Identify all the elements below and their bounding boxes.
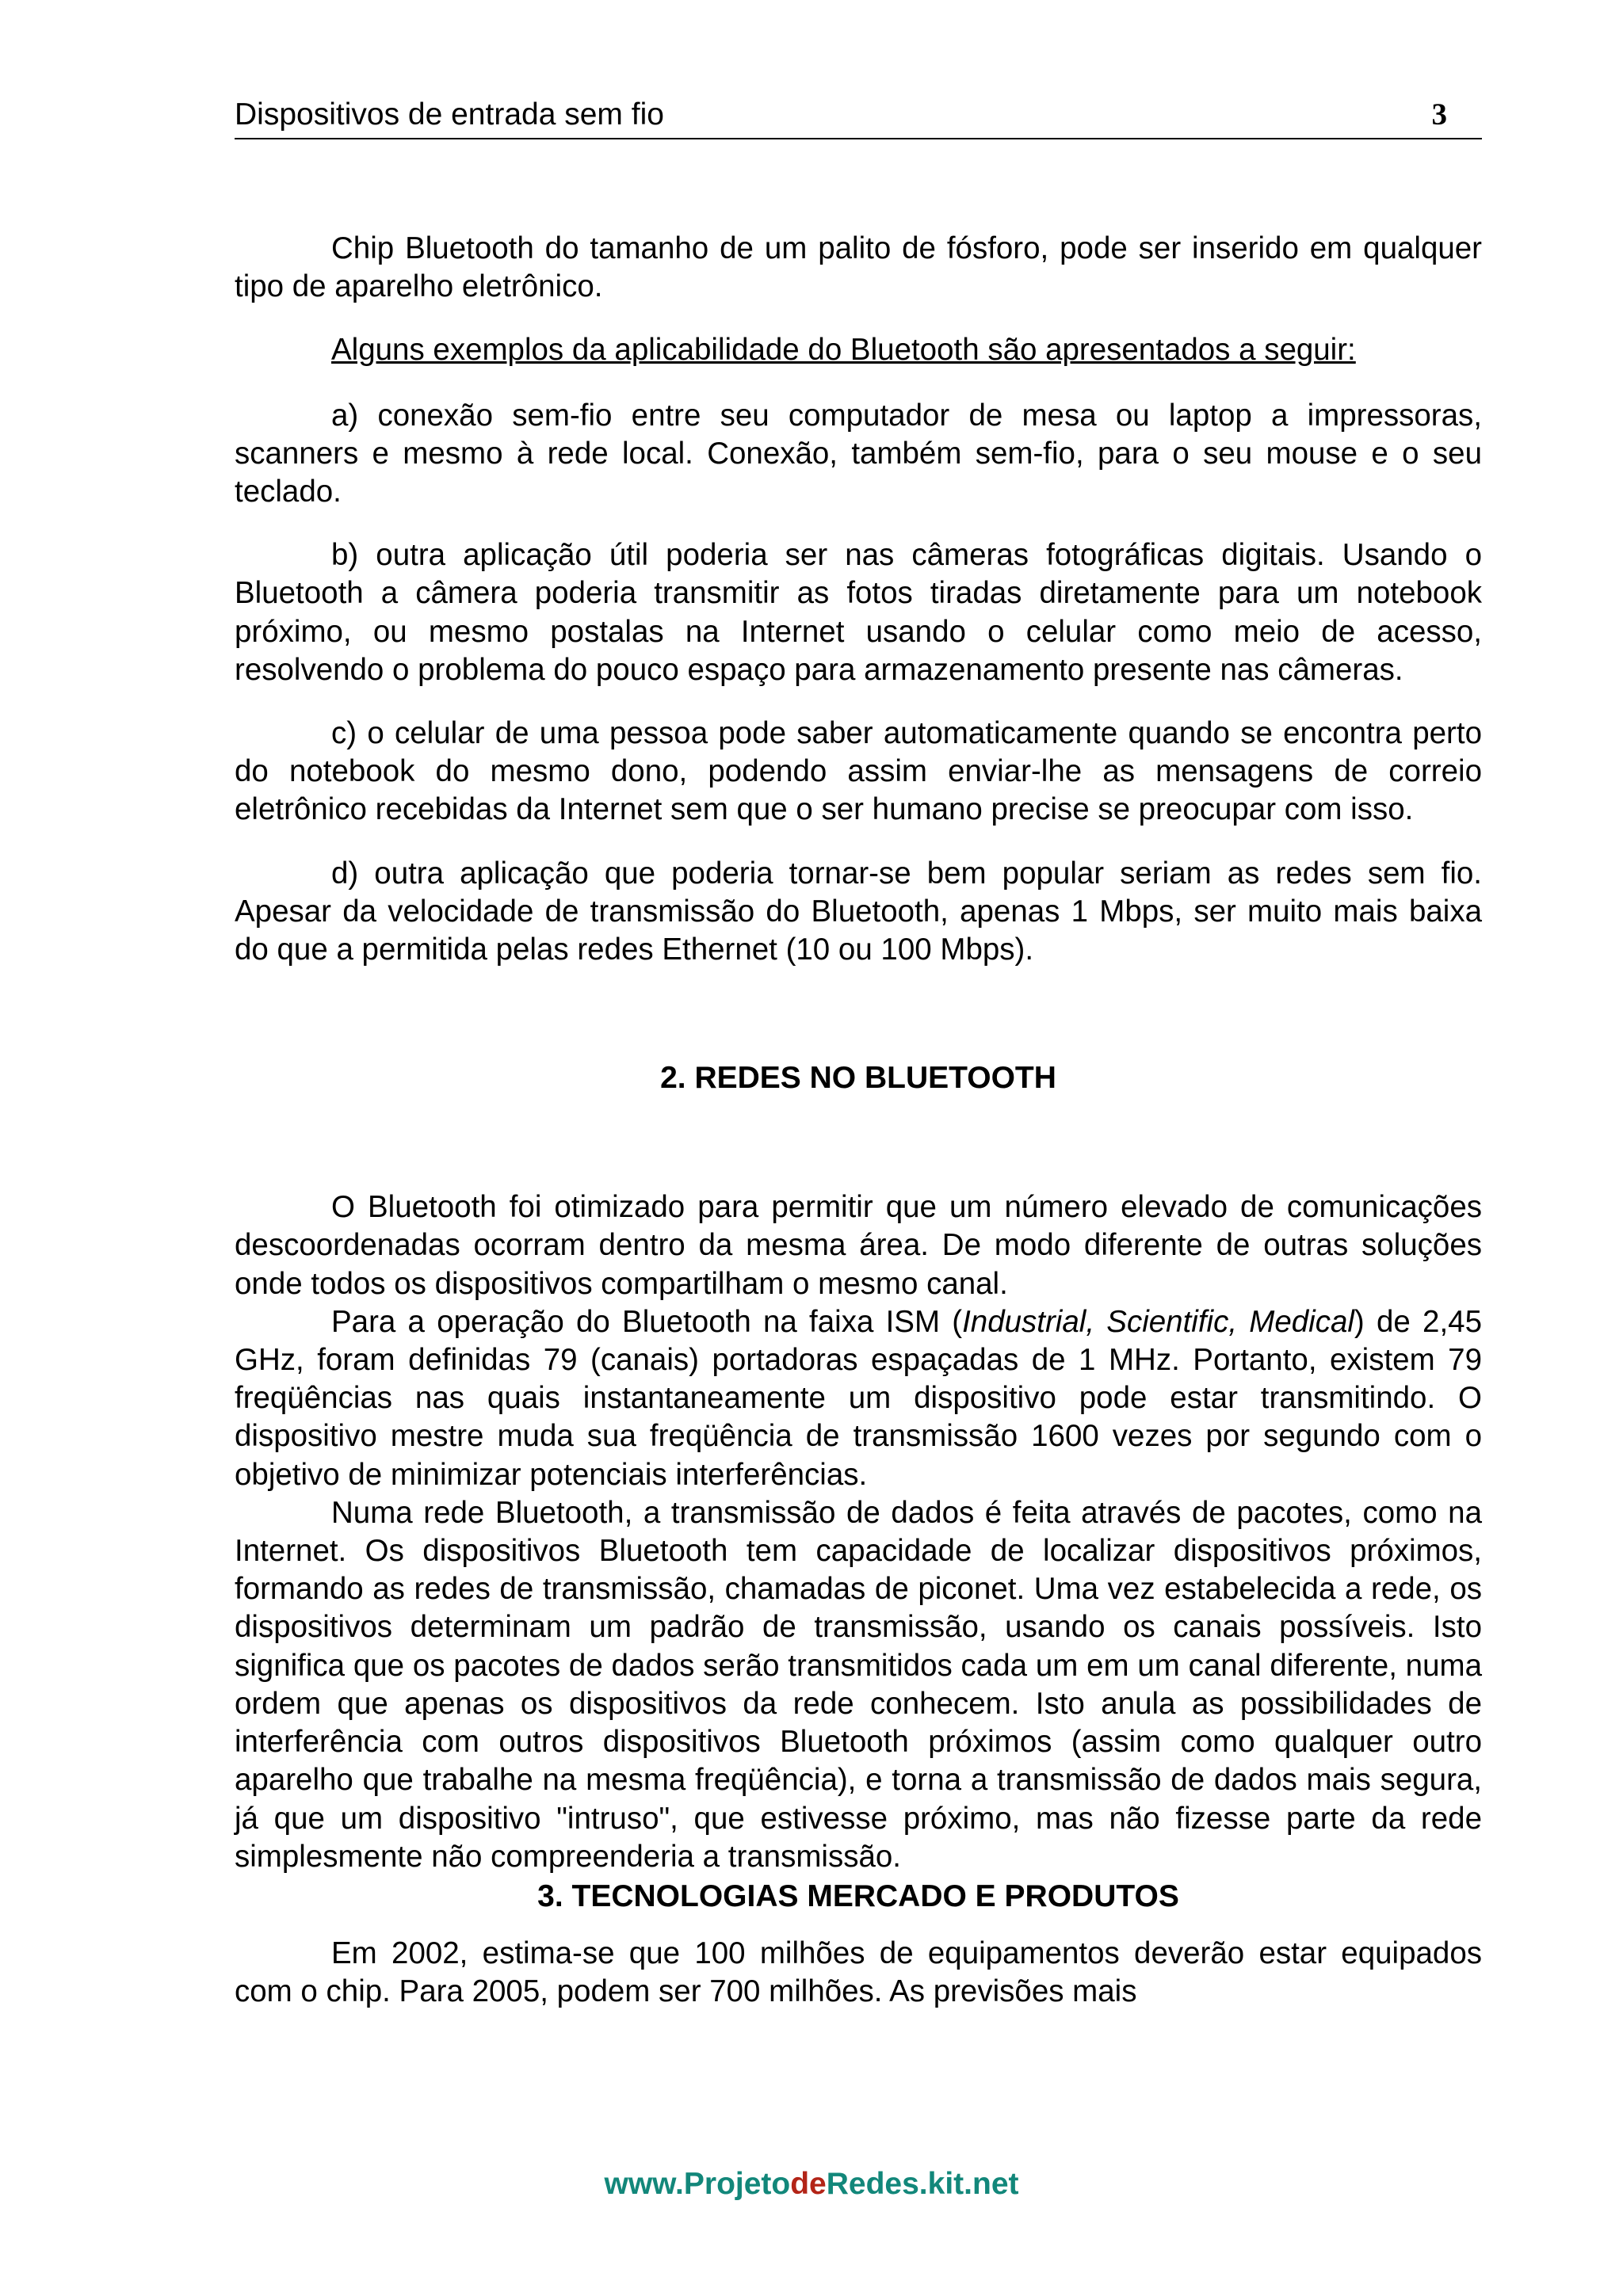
list-item-a: a) conexão sem-fio entre seu computador de mesa ou laptop a impressoras, scanners e mesmo à rede local. Conexão, também sem-fio, para o seu mouse e o seu teclado.	[235, 398, 1482, 509]
section-heading-tecnologias: 3. TECNOLOGIAS MERCADO E PRODUTOS	[537, 1878, 1179, 1913]
list-item-d: d) outra aplicação que poderia tornar-se bem popular seriam as redes sem fio. Apesar da velocidade de transmissão do Bluetooth, apenas 1 Mbps, ser muito mais baixa do que a permitida pelas redes Ethernet (10 ou 100 Mbps).	[235, 856, 1482, 967]
section-heading-redes: 2. REDES NO BLUETOOTH	[660, 1061, 1056, 1096]
examples-intro	[235, 331, 1482, 369]
list-item-c: c) o celular de uma pessoa pode saber automaticamente quando se encontra perto do notebook do mesmo dono, podendo assim enviar-lhe as mensagens de correio eletrônico recebidas da Internet sem que o ser humano precise se preocupar com isso.	[235, 716, 1482, 827]
header-title: Dispositivos de entrada sem fio	[235, 97, 664, 132]
paragraph: Numa rede Bluetooth, a transmissão de dados é feita através de pacotes, como na Internet. Os dispositivos Bluetooth tem capacidade de localizar dispositivos próximos, formando as redes de transmissão, chamadas de piconet. Uma vez estabelecida a rede, os dispositivos determinam um padrão de transmissão, usando os canais possíveis. Isto significa que os pacotes de dados serão transmitidos cada um em um canal diferente, numa ordem que apenas os dispositivos da rede conhecem. Isto anula as possibilidades de interferência com outros dispositivos Bluetooth próximos (assim como qualquer outro aparelho que trabalhe na mesma freqüência), e torna a transmissão de dados mais segura, já que um dispositivo "intruso", que estivesse próximo, mas não fizesse parte da rede simplesmente não compreenderia a transmissão.	[235, 1495, 1482, 1874]
document-body	[235, 230, 1482, 2011]
paragraph: O Bluetooth foi otimizado para permitir que um número elevado de comunicações descoordenadas ocorram dentro da mesma área. De modo diferente de outras soluções onde todos os dispositivos compartilham o mesmo canal.	[235, 1190, 1482, 1301]
ism-text-after: ) de 2,45 GHz, foram definidas 79 (canais) portadoras espaçadas de 1 MHz. Portanto, existem 79 freqüências nas quais instantaneamente um dispositivo pode estar transmitindo. O dispositivo mestre muda sua freqüência de transmissão 1600 vezes por segundo com o objetivo de minimizar potenciais interferências.	[235, 1304, 1482, 1492]
ism-text-before: Para a operação do Bluetooth na faixa ISM (	[331, 1304, 963, 1339]
paragraph-ism	[235, 1303, 1482, 1494]
footer-website-link[interactable]	[0, 2165, 1623, 2203]
footer-link-part: www.Projeto	[604, 2167, 791, 2201]
footer-link-part: Redes.kit.net	[826, 2167, 1019, 2201]
page-header	[235, 93, 1482, 139]
footer-link-accent: de	[790, 2167, 827, 2201]
page-number: 3	[1431, 97, 1447, 132]
ism-italic-text: Industrial, Scientific, Medical	[962, 1304, 1354, 1339]
list-item-b: b) outra aplicação útil poderia ser nas câmeras fotográficas digitais. Usando o Bluetooth a câmera poderia transmitir as fotos tiradas diretamente para um notebook próximo, ou mesmo postalas na Internet usando o celular como meio de acesso, resolvendo o problema do pouco espaço para armazenamento presente nas câmeras.	[235, 538, 1482, 687]
examples-intro-text: Alguns exemplos da aplicabilidade do Bluetooth são apresentados a seguir:	[331, 333, 1356, 368]
paragraph: Chip Bluetooth do tamanho de um palito de fósforo, pode ser inserido em qualquer tipo de aparelho eletrônico.	[235, 231, 1482, 304]
paragraph: Em 2002, estima-se que 100 milhões de equipamentos deverão estar equipados com o chip. Para 2005, podem ser 700 milhões. As previsões mais	[235, 1936, 1482, 2009]
